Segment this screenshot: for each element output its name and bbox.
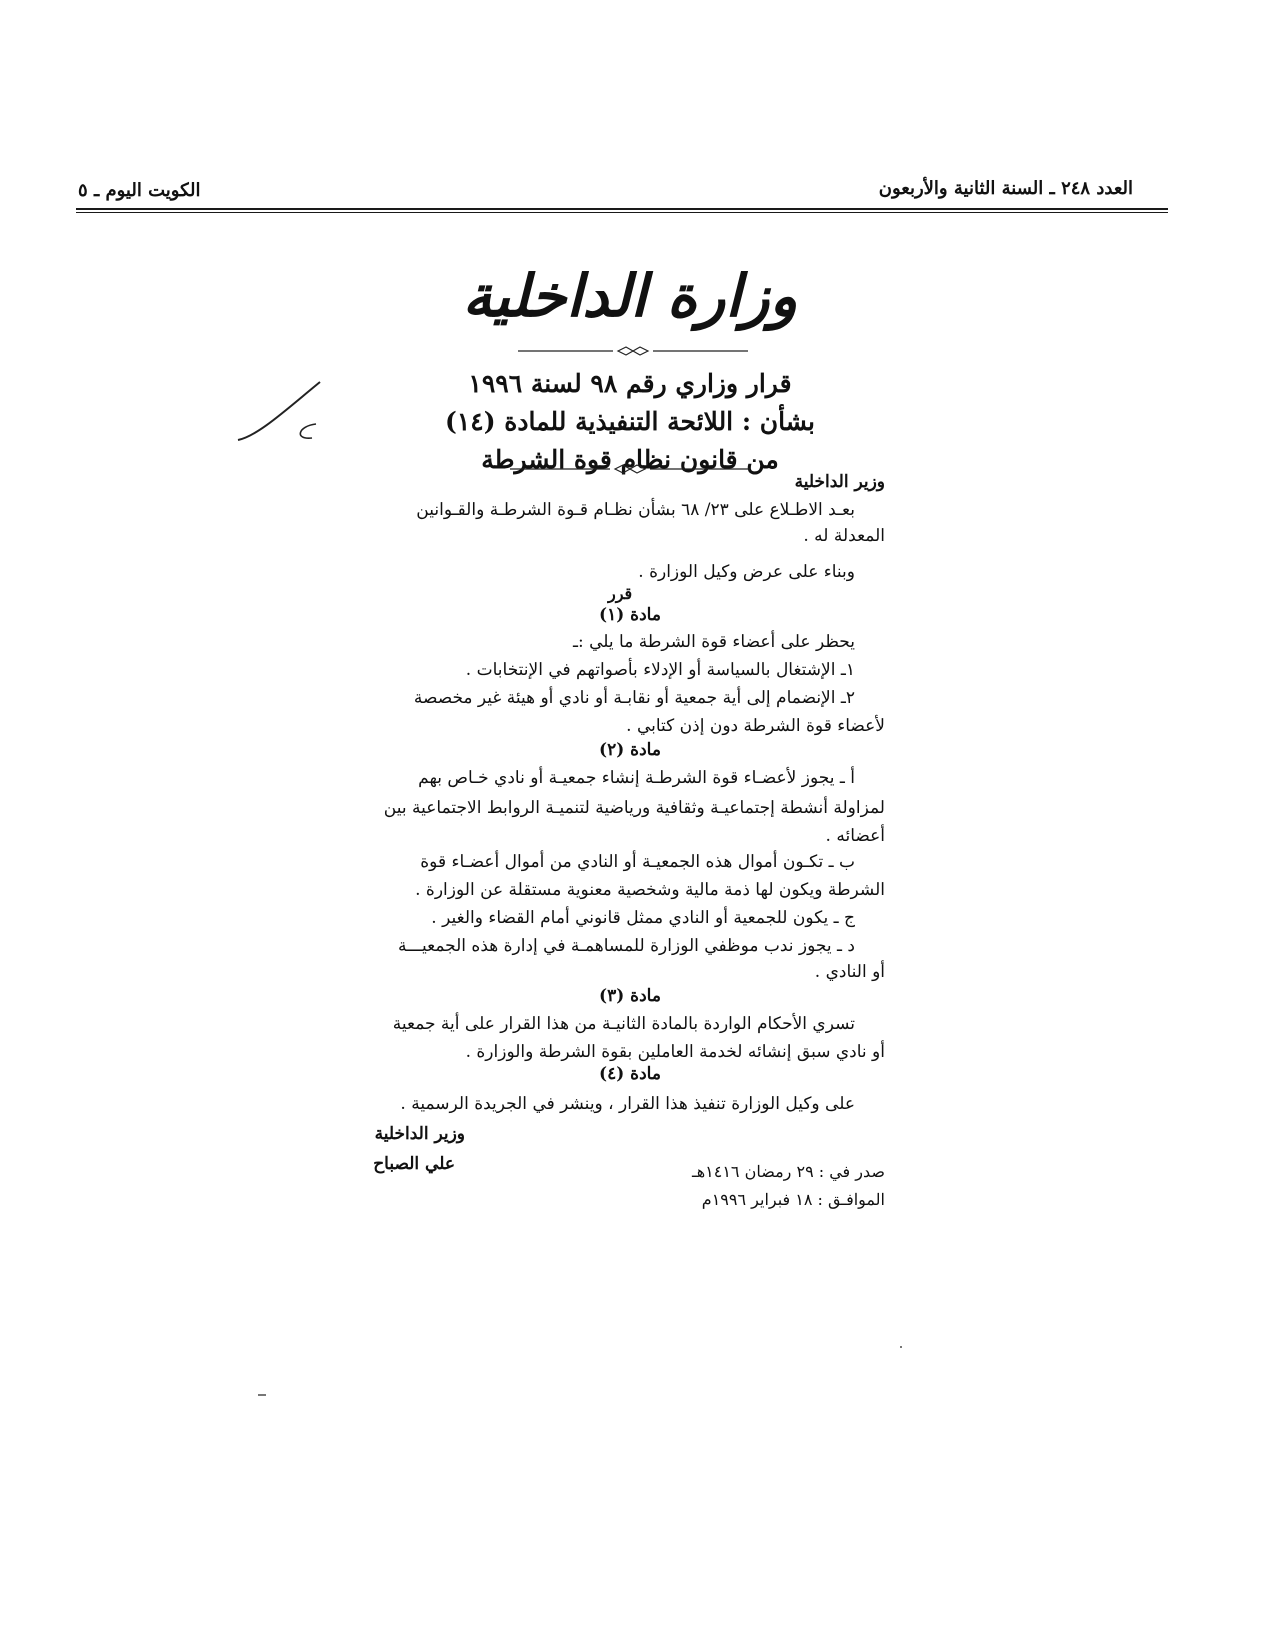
article-3-line: تسري الأحكام الواردة بالمادة الثانيـة من هذا القرار على أية جمعية (392, 1014, 855, 1034)
preamble-basis: وبناء على عرض وكيل الوزارة . (638, 562, 855, 582)
article-2-line: ب ـ تكـون أموال هذه الجمعيـة أو النادي من أموال أعضـاء قوة (420, 852, 855, 872)
article-2-line: أعضائه . (825, 826, 885, 846)
handwritten-mark (228, 378, 338, 462)
ornament-divider-bottom (510, 463, 750, 475)
article-1-line: ٢ـ الإنضمام إلى أية جمعية أو نقابـة أو نادي أو هيئة غير مخصصة (413, 688, 855, 708)
article-2-line: الشرطة ويكون لها ذمة مالية وشخصية معنوية مستقلة عن الوزارة . (415, 880, 885, 900)
article-1-line: لأعضاء قوة الشرطة دون إذن كتابي . (626, 716, 885, 736)
decision-subject: بشأن : اللائحة التنفيذية للمادة (١٤) (444, 407, 815, 436)
article-2-line: د ـ يجوز ندب موظفي الوزارة للمساهمـة في إدارة هذه الجمعيـــة (397, 936, 855, 956)
article-3-line: أو نادي سبق إنشائه لخدمة العاملين بقوة الشرطة والوزارة . (465, 1042, 885, 1062)
article-2-line: أ ـ يجوز لأعضـاء قوة الشرطـة إنشاء جمعيـة أو نادي خـاص بهم (418, 768, 855, 788)
scan-speck (258, 1394, 266, 1396)
article-4-line: على وكيل الوزارة تنفيذ هذا القرار ، وينشر في الجريدة الرسمية . (400, 1094, 855, 1114)
decided-word: قرر (608, 584, 633, 603)
page-header: الكويت اليوم ـ ٥ (78, 180, 201, 201)
ministry-title: وزارة الداخلية (462, 262, 798, 330)
corresponding-date: الموافـق : ١٨ فبراير ١٩٩٦م (701, 1190, 885, 1209)
issued-date: صدر في : ٢٩ رمضان ١٤١٦هـ (692, 1162, 885, 1181)
article-1-line: ١ـ الإشتغال بالسياسة أو الإدلاء بأصواتهم في الإنتخابات . (465, 660, 855, 680)
decision-title-block (380, 365, 880, 479)
preamble-line-2: المعدلة له . (803, 526, 885, 546)
header-divider-thin (76, 212, 1168, 213)
article-1-heading: مادة (١) (599, 605, 661, 625)
header-divider (76, 208, 1168, 210)
article-2-line: لمزاولة أنشطة إجتماعيـة وثقافية ورياضية لتنميـة الروابط الاجتماعية بين (383, 798, 885, 818)
article-2-line: أو النادي . (814, 962, 885, 982)
article-4-heading: مادة (٤) (599, 1064, 661, 1084)
minister-label: وزير الداخلية (794, 472, 885, 492)
issue-number: العدد ٢٤٨ ـ السنة الثانية والأربعون (878, 178, 1133, 199)
decision-number: قرار وزاري رقم ٩٨ لسنة ١٩٩٦ (468, 369, 792, 398)
decision-law: من قانون نظام قوة الشرطة (481, 445, 779, 474)
signature-title: وزير الداخلية (374, 1124, 465, 1144)
article-2-heading: مادة (٢) (599, 740, 661, 760)
article-3-heading: مادة (٣) (599, 986, 661, 1006)
preamble-line-1: بعـد الاطـلاع على ٢٣/ ٦٨ بشأن نظـام قـوة الشرطـة والقـوانين (416, 500, 855, 520)
signature-name: علي الصباح (373, 1154, 455, 1174)
article-2-line: ج ـ يكون للجمعية أو النادي ممثل قانوني أمام القضاء والغير . (431, 908, 855, 928)
scan-speck (900, 1346, 902, 1348)
ornament-divider-top (518, 345, 748, 357)
article-1-line: يحظر على أعضاء قوة الشرطة ما يلي :ـ (572, 632, 855, 652)
